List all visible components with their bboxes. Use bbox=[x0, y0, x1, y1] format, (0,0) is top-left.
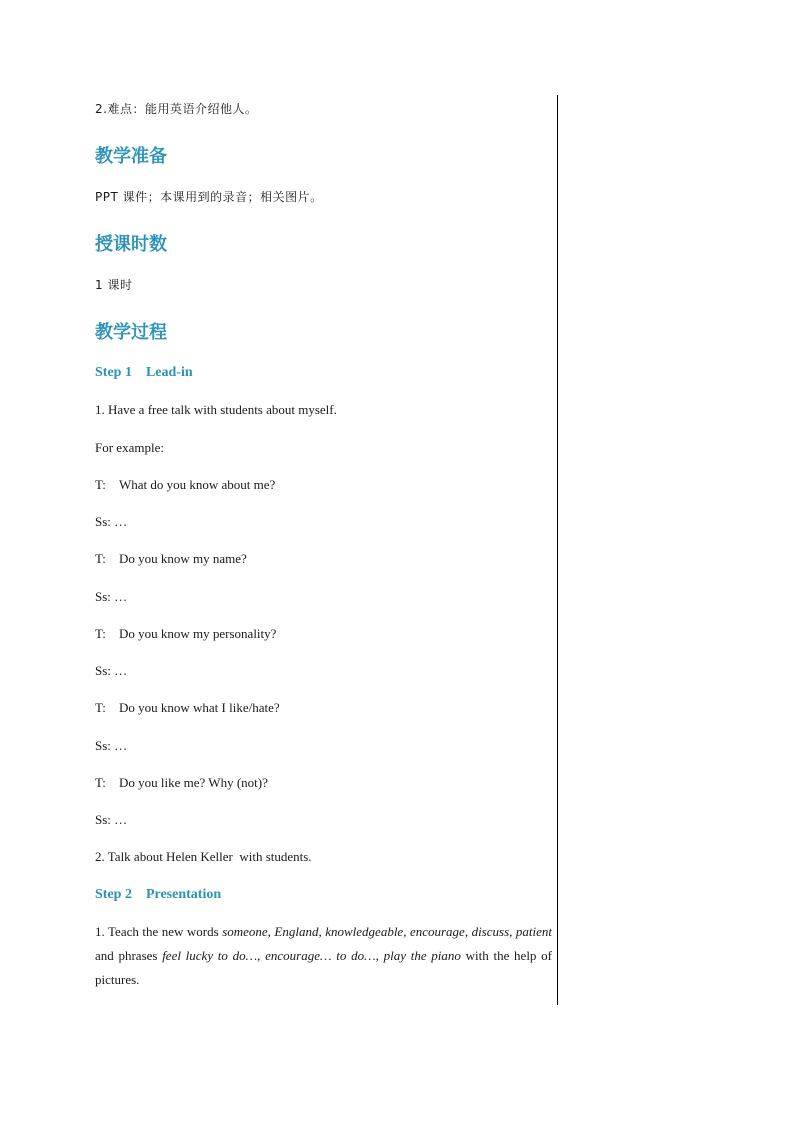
step1-item1: 1. Have a free talk with students about myself. bbox=[95, 402, 337, 417]
step2-item1-prefix: 1. Teach the new words bbox=[95, 924, 223, 939]
step1-heading bbox=[95, 364, 193, 382]
dialogue-line bbox=[95, 774, 268, 792]
step2-item1-mid: and phrases bbox=[95, 924, 556, 963]
table-border-line bbox=[557, 95, 558, 1005]
speaker: Ss: bbox=[95, 812, 111, 827]
dialogue-line bbox=[95, 662, 127, 680]
step2-item1-suffix: with the help of pictures. bbox=[95, 948, 556, 987]
dialogue-line bbox=[95, 737, 127, 755]
dialogue-line bbox=[95, 588, 127, 606]
speaker: Ss: bbox=[95, 738, 111, 753]
step1-label: Step 1 bbox=[95, 365, 132, 380]
dialogue-line bbox=[95, 476, 275, 494]
dialogue-line bbox=[95, 550, 247, 568]
speaker: T: bbox=[95, 775, 106, 790]
step2-item1 bbox=[95, 920, 556, 992]
class-hours-text: 1 课时 bbox=[95, 278, 133, 292]
teaching-prep-text: PPT 课件；本课用到的录音；相关图片。 bbox=[95, 190, 323, 204]
difficulty-point: 2.难点：能用英语介绍他人。 bbox=[95, 102, 258, 116]
heading-teaching-prep: 教学准备 bbox=[95, 146, 167, 167]
example-label: For example: bbox=[95, 440, 164, 455]
line-text: Do you know my personality? bbox=[119, 626, 277, 641]
line-text: … bbox=[114, 663, 128, 678]
dialogue-line bbox=[95, 625, 276, 643]
dialogue-line bbox=[95, 513, 127, 531]
speaker: T: bbox=[95, 700, 106, 715]
speaker: Ss: bbox=[95, 663, 111, 678]
speaker: Ss: bbox=[95, 589, 111, 604]
step2-label: Step 2 bbox=[95, 887, 132, 902]
dialogue-line bbox=[95, 811, 127, 829]
dialogue-line bbox=[95, 699, 280, 717]
line-text: Do you know what I like/hate? bbox=[119, 700, 280, 715]
speaker: T: bbox=[95, 477, 106, 492]
line-text: Do you like me? Why (not)? bbox=[119, 775, 268, 790]
step1-item2: 2. Talk about Helen Keller with students. bbox=[95, 849, 312, 864]
speaker: T: bbox=[95, 626, 106, 641]
line-text: … bbox=[114, 589, 128, 604]
line-text: … bbox=[114, 738, 128, 753]
heading-class-hours: 授课时数 bbox=[95, 234, 167, 255]
line-text: What do you know about me? bbox=[119, 477, 276, 492]
step2-title: Presentation bbox=[145, 887, 222, 902]
line-text: … bbox=[114, 812, 128, 827]
step1-title: Lead-in bbox=[145, 365, 193, 380]
speaker: Ss: bbox=[95, 514, 111, 529]
new-phrases: feel lucky to do…, encourage… to do…, play the piano bbox=[162, 948, 461, 963]
speaker: T: bbox=[95, 551, 106, 566]
line-text: … bbox=[114, 514, 128, 529]
new-words: someone, England, knowledgeable, encourage, discuss, patient bbox=[222, 924, 552, 939]
line-text: Do you know my name? bbox=[119, 551, 247, 566]
heading-teaching-process: 教学过程 bbox=[95, 322, 167, 343]
step2-heading bbox=[95, 886, 221, 904]
